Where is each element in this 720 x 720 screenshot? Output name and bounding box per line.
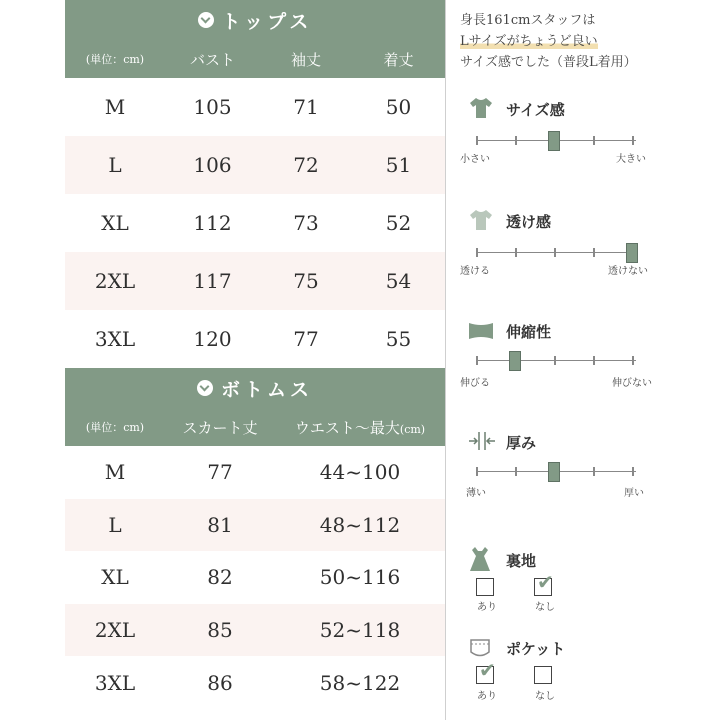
- value-cell: 55: [385, 327, 412, 351]
- value-cell: 117: [193, 269, 232, 293]
- sheerness-right-label: 透けない: [608, 266, 648, 277]
- tops-title: トップス: [65, 0, 445, 40]
- stretch-right-label: 伸びない: [612, 378, 652, 389]
- tops-unit: (単位：cm): [85, 53, 145, 66]
- tshirt-light-icon: [468, 208, 494, 232]
- value-cell: 51: [385, 153, 412, 177]
- pocket-nashi-label: なし: [535, 691, 555, 702]
- value-cell: 81: [207, 512, 233, 537]
- value-cell: 105: [193, 95, 232, 119]
- size-cell: 3XL: [94, 327, 136, 351]
- value-cell: 50: [385, 95, 412, 119]
- size-feel-right-label: 大きい: [616, 154, 646, 165]
- thickness-left-label: 薄い: [466, 488, 486, 499]
- thickness-right-label: 厚い: [624, 488, 644, 499]
- table-row: [65, 136, 445, 194]
- value-cell: 77: [293, 327, 319, 351]
- size-cell: XL: [101, 565, 129, 590]
- bottoms-col-waist: ウエスト〜最大(cm): [294, 418, 426, 437]
- check-icon: ✔: [537, 570, 554, 594]
- tops-table-body: [65, 78, 445, 368]
- size-cell: M: [104, 95, 126, 119]
- size-cell: XL: [101, 211, 129, 235]
- value-cell: 77: [207, 460, 233, 485]
- table-row: [65, 310, 445, 368]
- table-row: [65, 656, 445, 709]
- value-cell: 71: [293, 95, 319, 119]
- size-feel-left-label: 小さい: [460, 154, 490, 165]
- scale-marker: [626, 243, 638, 263]
- value-cell: 54: [385, 269, 412, 293]
- chevron-down-icon: [197, 380, 213, 396]
- bottoms-title: ボトムス: [65, 368, 445, 408]
- pocket-ari-label: あり: [477, 691, 497, 702]
- bottoms-unit: (単位：cm): [85, 421, 145, 434]
- tops-header-row: [65, 40, 445, 78]
- value-cell: 72: [293, 153, 319, 177]
- scale-tick: [632, 136, 634, 145]
- value-cell: 73: [293, 211, 319, 235]
- tops-banner: [65, 0, 445, 78]
- scale-tick: [632, 356, 634, 365]
- value-cell: 52: [385, 211, 412, 235]
- lining-ari-label: あり: [477, 602, 497, 613]
- table-row: [65, 604, 445, 657]
- table-row: [65, 252, 445, 310]
- scale-tick: [554, 356, 556, 365]
- scale-tick: [476, 248, 478, 257]
- scale-tick: [476, 136, 478, 145]
- tops-col-bust: バスト: [189, 50, 235, 69]
- value-cell: 86: [207, 670, 233, 695]
- value-cell: 44~100: [319, 460, 401, 485]
- scale-tick: [554, 248, 556, 257]
- chevron-down-icon: [198, 12, 214, 28]
- fabric-icon: [468, 321, 494, 341]
- scale-tick: [515, 136, 517, 145]
- size-cell: 2XL: [94, 618, 136, 643]
- scale-tick: [476, 356, 478, 365]
- scale-tick: [515, 248, 517, 257]
- tops-col-sleeve: 袖丈: [290, 50, 321, 69]
- sheerness-title: 透け感: [506, 213, 552, 231]
- bottoms-col-skirt: スカート丈: [182, 418, 258, 437]
- size-tables: [65, 0, 445, 720]
- check-icon: ✔: [479, 658, 496, 682]
- thickness-icon: [468, 430, 496, 452]
- scale-marker: [548, 462, 560, 482]
- staff-note: 身長161cmスタッフは Lサイズがちょうど良い サイズ感でした（普段L着用）: [460, 13, 637, 70]
- sheerness-scale: [476, 252, 636, 253]
- scale-tick: [593, 248, 595, 257]
- tops-col-length: 着丈: [383, 50, 414, 69]
- table-row: [65, 499, 445, 552]
- table-row: [65, 194, 445, 252]
- lining-title: 裏地: [506, 552, 537, 570]
- size-cell: L: [108, 512, 122, 537]
- pocket-title: ポケット: [506, 640, 566, 658]
- table-row: [65, 551, 445, 604]
- bottoms-header-row: [65, 408, 445, 446]
- value-cell: 120: [193, 327, 232, 351]
- table-row: [65, 78, 445, 136]
- size-cell: 2XL: [94, 269, 136, 293]
- size-cell: L: [108, 153, 122, 177]
- size-cell: 3XL: [94, 670, 136, 695]
- stretch-scale: [476, 360, 636, 361]
- size-feel-scale: [476, 140, 636, 141]
- pocket-icon: [468, 638, 492, 660]
- thickness-scale: [476, 471, 636, 472]
- bottoms-table-body: [65, 446, 445, 709]
- stretch-title: 伸縮性: [506, 323, 552, 341]
- dress-icon: [468, 546, 492, 572]
- value-cell: 85: [207, 618, 233, 643]
- feature-panel: [446, 0, 720, 720]
- pocket-nashi-checkbox[interactable]: [534, 666, 552, 684]
- pocket-ari-checkbox[interactable]: [476, 658, 496, 684]
- scale-tick: [515, 467, 517, 476]
- table-row: [65, 446, 445, 499]
- value-cell: 48~112: [319, 512, 401, 537]
- value-cell: 52~118: [319, 618, 401, 643]
- value-cell: 58~122: [319, 670, 401, 695]
- scale-tick: [476, 467, 478, 476]
- scale-marker: [548, 131, 560, 151]
- scale-tick: [593, 467, 595, 476]
- size-feel-title: サイズ感: [506, 101, 565, 119]
- lining-ari-checkbox[interactable]: [476, 578, 494, 596]
- lining-nashi-label: なし: [535, 602, 555, 613]
- lining-nashi-checkbox[interactable]: [534, 570, 554, 596]
- scale-tick: [593, 136, 595, 145]
- size-cell: M: [104, 460, 126, 485]
- value-cell: 112: [193, 211, 232, 235]
- sheerness-left-label: 透ける: [460, 266, 490, 277]
- thickness-title: 厚み: [506, 434, 537, 452]
- scale-tick: [593, 356, 595, 365]
- scale-tick: [632, 467, 634, 476]
- value-cell: 106: [193, 153, 232, 177]
- value-cell: 75: [293, 269, 319, 293]
- stretch-left-label: 伸びる: [460, 378, 490, 389]
- tshirt-icon: [468, 96, 494, 120]
- value-cell: 50~116: [319, 565, 401, 590]
- value-cell: 82: [207, 565, 233, 590]
- bottoms-banner: [65, 368, 445, 446]
- scale-marker: [509, 351, 521, 371]
